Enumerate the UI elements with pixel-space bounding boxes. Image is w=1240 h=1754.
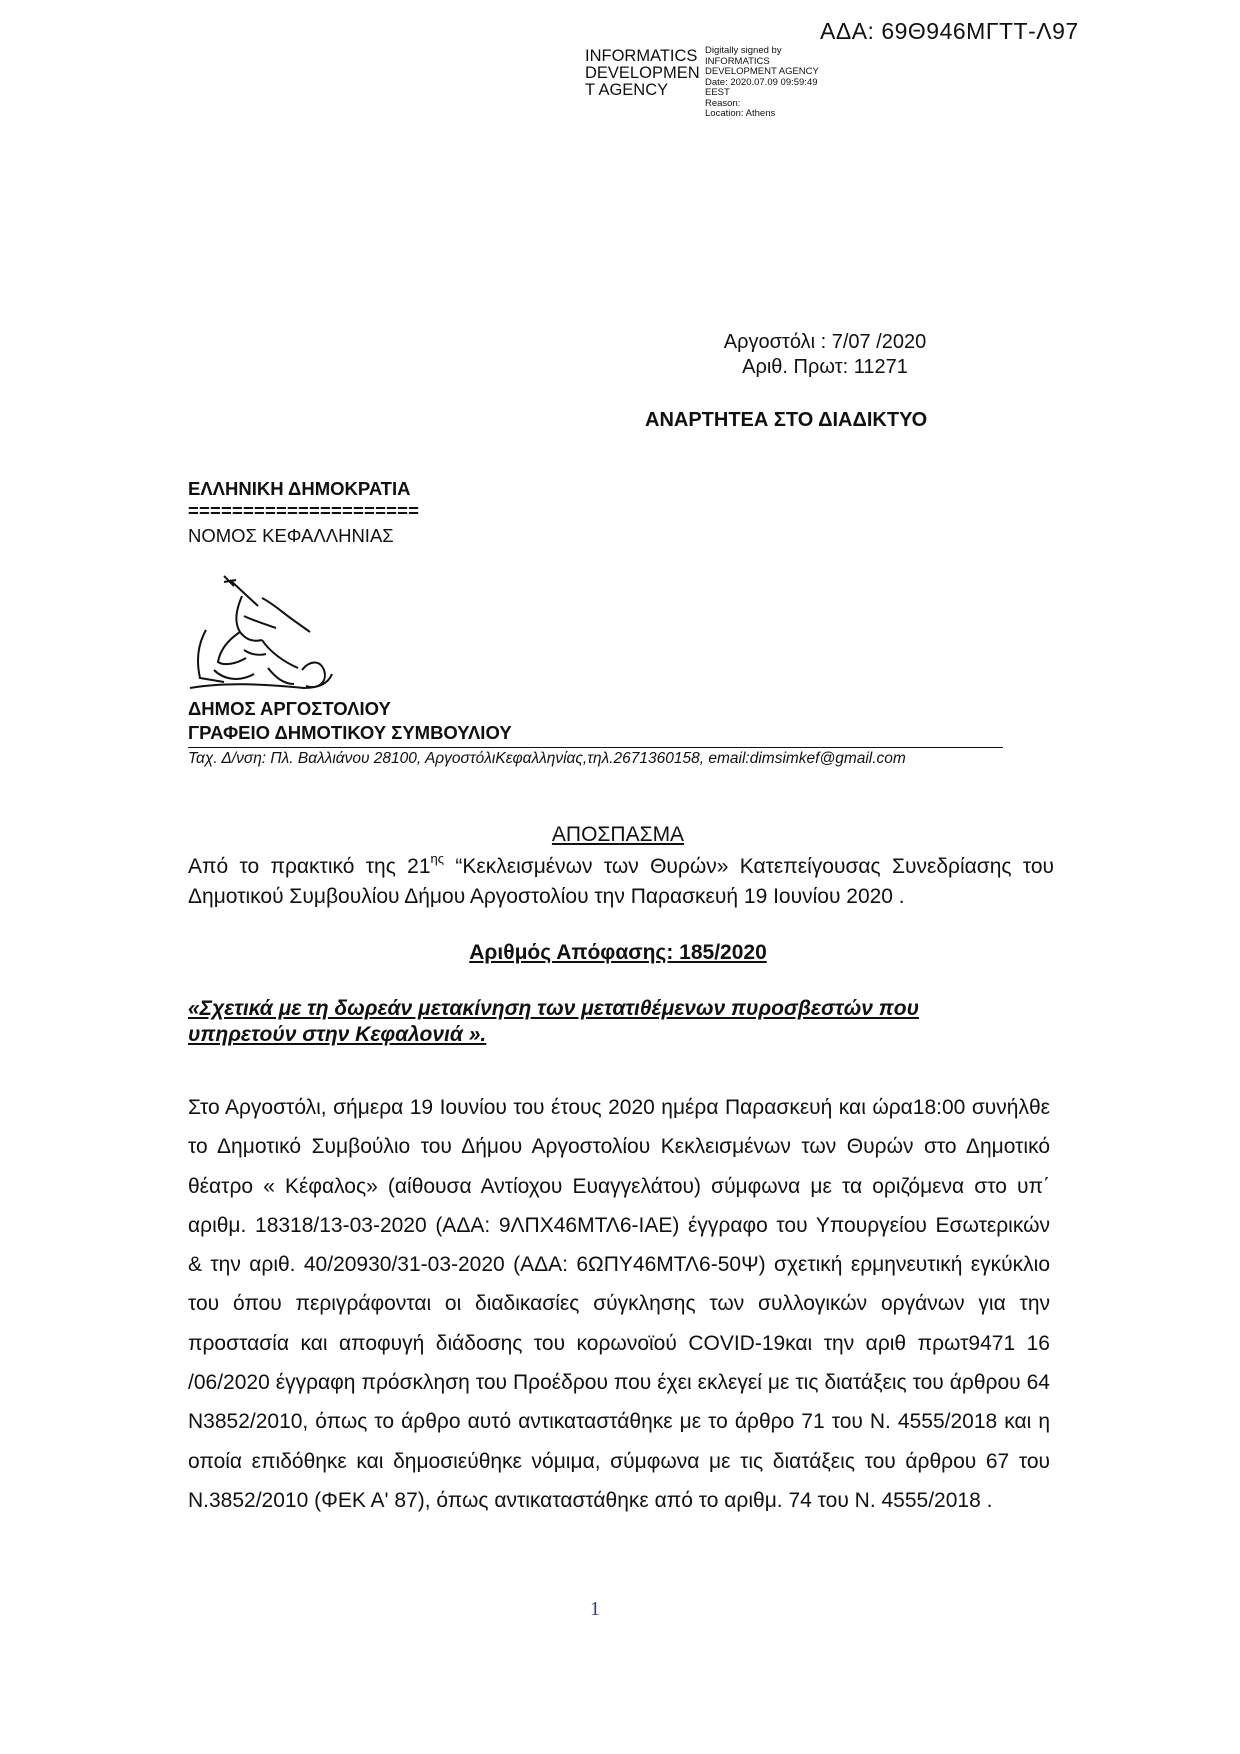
body-paragraph: Στο Αργοστόλι, σήμερα 19 Ιουνίου του έτους 2020 ημέρα Παρασκευή και ώρα18:00 συνήλθε το Δημοτικό Συμβούλιο του Δήμου Αργοστολίου Κεκλεισμένων των Θυρών στο Δημοτικό θέατρο « Κέφαλος» (αίθουσα Αντίοχου Ευαγγελάτου) σύμφωνα με τα οριζόμενα στο υπ΄ αριθμ. 18318/13-03-2020 (ΑΔΑ: 9ΛΠΧ46ΜΤΛ6-ΙΑΕ) έγγραφο του Υπουργείου Εσωτερικών & την αριθ. 40/20930/31-03-2020 (ΑΔΑ: 6ΩΠΥ46ΜΤΛ6-50Ψ) σχετική ερμηνευτική εγκύκλιο του όπου περιγράφονται οι διαδικασίες σύγκλησης των συλλογικών οργάνων για την προστασία και αποφυγή διάδοσης του κορωνοϊού COVID-19και την αριθ πρωτ9471 16 /06/2020 έγγραφη πρόσκληση του Προέδρου που έχει εκλεγεί με τις διατάξεις του άρθρου 64 Ν3852/2010, όπως το άρθρο αυτό αντικαταστάθηκε με το άρθρο 71 του Ν. 4555/2018 και η οποία επιδόθηκε και δημοσιεύθηκε νόμιμα, σύμφωνα με τις διατάξεις του άρθρου 67 του Ν.3852/2010 (ΦΕΚ Α' 87), όπως αντικαταστάθηκε από το αριθμ. 74 του Ν. 4555/2018 . xyxy=(188,1096,1050,1512)
minutes-reference-start: Από το πρακτικό της 21 xyxy=(188,855,431,878)
municipality-heading: ΔΗΜΟΣ ΑΡΓΟΣΤΟΛΙΟΥ xyxy=(188,698,391,719)
ordinal-suffix: ης xyxy=(430,851,445,866)
minutes-reference xyxy=(188,852,1054,912)
prefecture-heading: ΝΟΜΟΣ ΚΕΦΑΛΛΗΝΙΑΣ xyxy=(188,525,394,546)
date-and-protocol: Αργοστόλι : 7/07 /2020 Αριθ. Πρωτ: 11271 xyxy=(723,331,927,378)
decision-number: Αριθμός Απόφασης: 185/2020 xyxy=(469,941,767,964)
header-divider xyxy=(188,747,1003,748)
digital-signature-name: INFORMATICS DEVELOPMEN T AGENCY xyxy=(585,47,700,99)
republic-heading: ΕΛΛΗΝΙΚΗ ΔΗΜΟΚΡΑΤΙΑ xyxy=(188,478,411,499)
document-title: ΑΠΟΣΠΑΣΜΑ xyxy=(551,823,685,846)
posting-notice: ΑΝΑΡΤΗΤΕΑ ΣΤΟ ΔΙΑΔΙΚΤΥΟ xyxy=(645,409,928,431)
page-number: 1 xyxy=(590,1598,600,1620)
ada-code: ΑΔΑ: 69Θ946ΜΓΤΤ-Λ97 xyxy=(820,18,1079,44)
header-separator: ===================== xyxy=(188,500,420,521)
minutes-reference-rest: “Κεκλεισμένων των Θυρών» Κατεπείγουσας Συνεδρίασης του Δημοτικού Συμβουλίου Δήμου Αργοστολίου την Παρασκευή 19 Ιουνίου 2020 . xyxy=(188,855,1054,908)
municipality-emblem-icon xyxy=(184,570,334,696)
digital-signature-details: Digitally signed by INFORMATICS DEVELOPMENT AGENCY Date: 2020.07.09 09:59:49 EEST Reason: Location: Athens xyxy=(705,45,819,119)
decision-subject: «Σχετικά με τη δωρεάν μετακίνηση των μετατιθέμενων πυροσβεστών που υπηρετούν στην Κεφαλονιά ». xyxy=(188,997,920,1046)
office-heading: ΓΡΑΦΕΙΟ ΔΗΜΟΤΙΚΟΥ ΣΥΜΒΟΥΛΙΟΥ xyxy=(188,722,512,743)
postal-address: Ταχ. Δ/νση: Πλ. Βαλλιάνου 28100, ΑργοστόλιΚεφαλληνίας,τηλ.2671360158, email:dimsimkef@gmail.com xyxy=(188,750,906,767)
